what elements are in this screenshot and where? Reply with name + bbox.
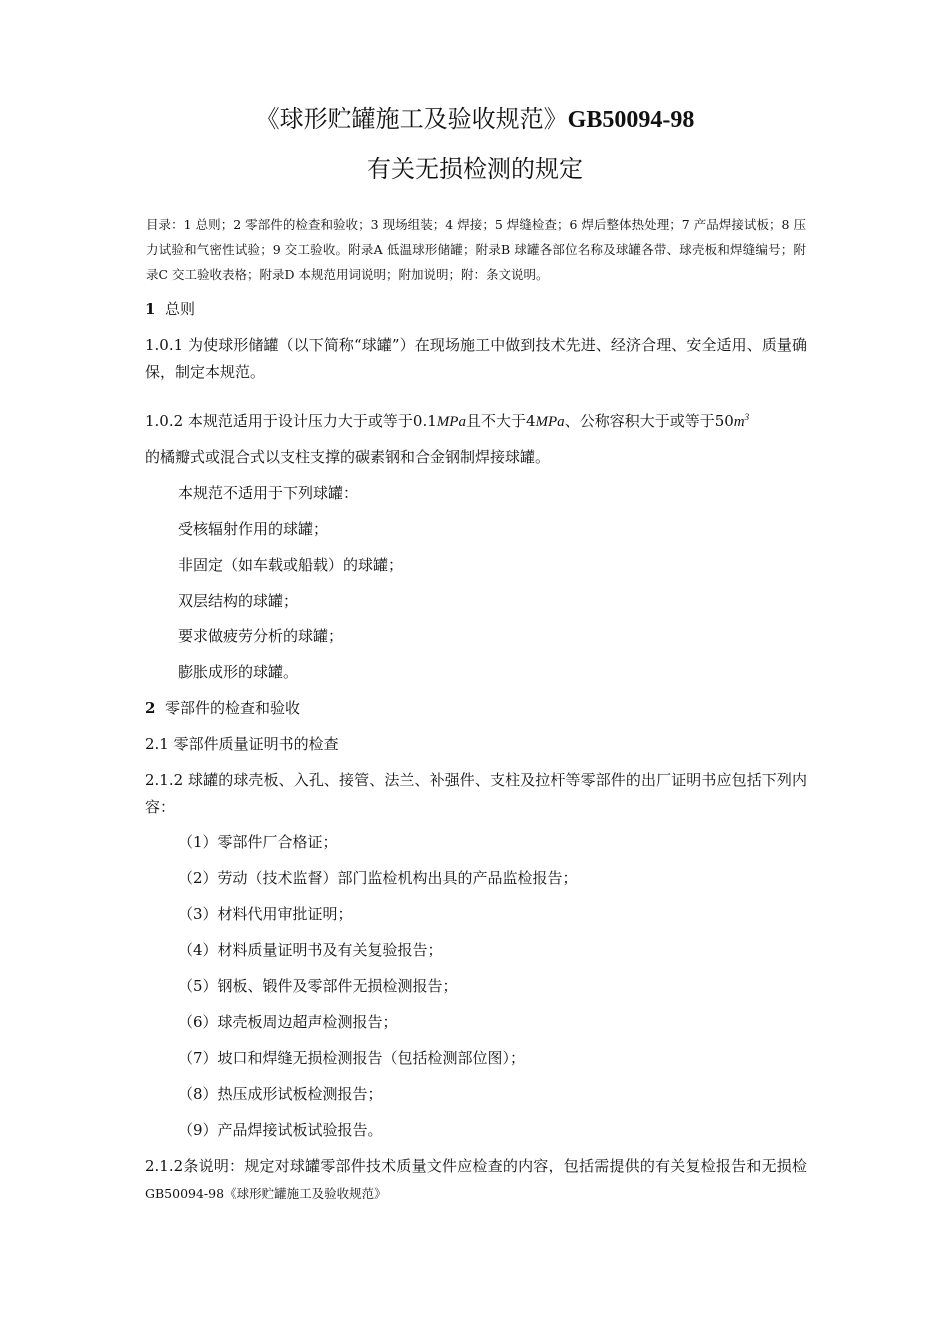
list-item: （9）产品焊接试板试验报告。 (178, 1121, 383, 1139)
clause-2-1-2-note-text: 2.1.2条说明：规定对球罐零部件技术质量文件应检查的内容，包括需提供的有关复检报告和无损检 (145, 1157, 807, 1175)
unit-exponent: 3 (744, 412, 750, 422)
section-2-title: 零部件的检查和验收 (164, 699, 300, 717)
section-1-number: 1 (145, 300, 156, 318)
exclusion-item: 膨胀成形的球罐。 (178, 663, 299, 681)
unit-mpa-2: MPa (535, 414, 565, 430)
title-chinese: 《球形贮罐施工及验收规范》 (255, 105, 568, 133)
clause-1-0-2-part-b: 且不大于4 (465, 412, 536, 430)
exclusion-intro: 本规范不适用于下列球罐： (178, 484, 359, 502)
clause-1-0-1: 1.0.1 为使球形储罐（以下简称“球罐”）在现场施工中做到技术先进、经济合理、安全适用、质量确保，制定本规范。 (145, 336, 807, 381)
section-2-number: 2 (145, 699, 156, 717)
list-item: （1）零部件厂合格证； (178, 833, 338, 851)
table-of-contents: 目录：1 总则；2 零部件的检查和验收；3 现场组装；4 焊接；5 焊缝检查；6 焊后整体热处理；7 产品焊接试板；8 压力试验和气密性试验；9 交工验收。附录A 低温球形储罐；附录B 球罐各部位名称及球罐各带、球壳板和焊缝编号；附录C 交工验收表格；附录D 本规范用词说明；附加说明；附：条文说明。 (146, 217, 806, 282)
unit-mpa-1: MPa (436, 414, 466, 430)
exclusion-item: 双层结构的球罐； (178, 592, 299, 610)
title-standard-code: GB50094-98 (567, 107, 695, 133)
document-subtitle: 有关无损检测的规定 (367, 155, 583, 183)
clause-1-0-2-line1 (145, 410, 749, 433)
clause-2-1-2: 2.1.2 球罐的球壳板、入孔、接管、法兰、补强件、支柱及拉杆等零部件的出厂证明书应包括下列内容： (145, 771, 807, 816)
list-item: （3）材料代用审批证明； (178, 905, 353, 923)
section-1-heading (145, 298, 195, 320)
section-2-heading (145, 697, 300, 719)
list-item: （2）劳动（技术监督）部门监检机构出具的产品监检报告； (178, 869, 578, 887)
clause-1-0-2-line2: 的橘瓣式或混合式以支柱支撑的碳素钢和合金钢制焊接球罐。 (145, 448, 551, 466)
list-item: （8）热压成形试板检测报告； (178, 1085, 383, 1103)
document-title (0, 104, 950, 135)
page-footer: GB50094-98《球形贮罐施工及验收规范》 (145, 1186, 387, 1201)
list-item: （5）钢板、锻件及零部件无损检测报告； (178, 977, 458, 995)
list-item: （4）材料质量证明书及有关复验报告； (178, 941, 443, 959)
exclusion-item: 要求做疲劳分析的球罐； (178, 627, 344, 645)
clause-1-0-2-part-c: 、公称容积大于或等于50 (564, 412, 734, 430)
section-1-title: 总则 (164, 300, 195, 318)
list-item: （6）球壳板周边超声检测报告； (178, 1013, 398, 1031)
exclusion-item: 非固定（如车载或船载）的球罐； (178, 556, 404, 574)
list-item: （7）坡口和焊缝无损检测报告（包括检测部位图）； (178, 1049, 526, 1067)
clause-2-1-2-note (145, 1153, 807, 1207)
subsection-2-1-heading: 2.1 零部件质量证明书的检查 (145, 735, 339, 753)
unit-m: m (733, 414, 745, 430)
exclusion-item: 受核辐射作用的球罐； (178, 520, 329, 538)
clause-1-0-2-part-a: 1.0.2 本规范适用于设计压力大于或等于0.1 (145, 412, 437, 430)
